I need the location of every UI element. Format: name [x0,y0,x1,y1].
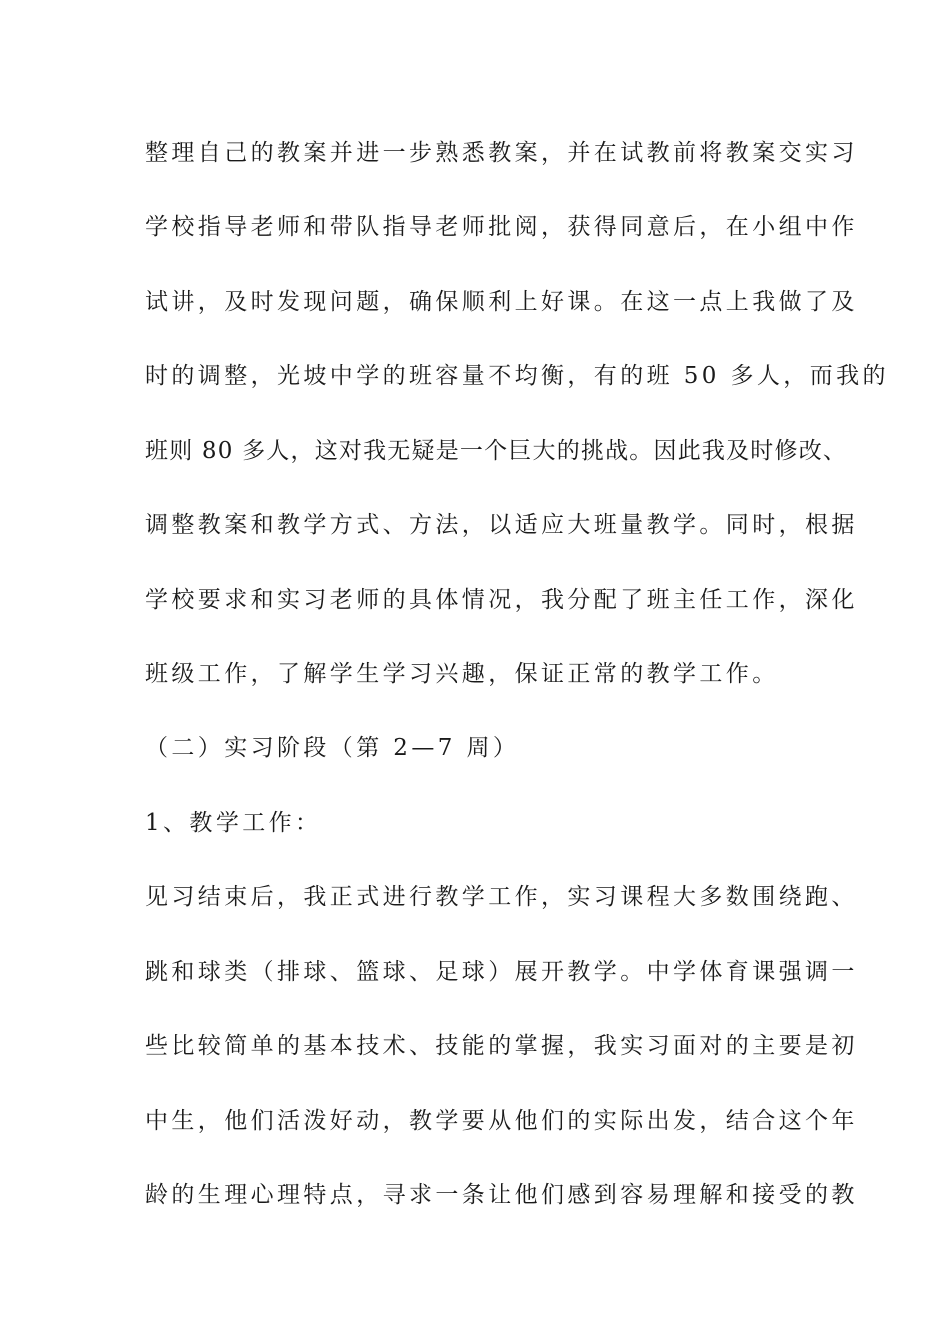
section-heading: （二）实习阶段（第 2—7 周） [145,735,520,761]
paragraph-line-2: 学校指导老师和带队指导老师批阅，获得同意后，在小组中作 [145,214,858,240]
paragraph-line-5: 班则 80 多人，这对我无疑是一个巨大的挑战。因此我及时修改、 [145,438,848,464]
paragraph-line-12: 跳和球类（排球、篮球、足球）展开教学。中学体育课强调一 [145,959,858,985]
paragraph-line-4: 时的调整，光坡中学的班容量不均衡，有的班 50 多人，而我的 [145,363,889,389]
paragraph-line-11: 见习结束后，我正式进行教学工作，实习课程大多数围绕跑、 [145,884,858,910]
subsection-heading: 1、教学工作： [145,810,322,836]
paragraph-line-13: 些比较简单的基本技术、技能的掌握，我实习面对的主要是初 [145,1033,858,1059]
paragraph-line-8: 班级工作，了解学生学习兴趣，保证正常的教学工作。 [145,661,779,687]
paragraph-line-6: 调整教案和教学方式、方法，以适应大班量教学。同时，根据 [145,512,858,538]
paragraph-line-1: 整理自己的教案并进一步熟悉教案，并在试教前将教案交实习 [145,140,858,166]
paragraph-line-15: 龄的生理心理特点，寻求一条让他们感到容易理解和接受的教 [145,1182,858,1208]
paragraph-line-7: 学校要求和实习老师的具体情况，我分配了班主任工作，深化 [145,587,858,613]
paragraph-line-14: 中生，他们活泼好动，教学要从他们的实际出发，结合这个年 [145,1108,858,1134]
paragraph-line-3: 试讲，及时发现问题，确保顺利上好课。在这一点上我做了及 [145,289,858,315]
